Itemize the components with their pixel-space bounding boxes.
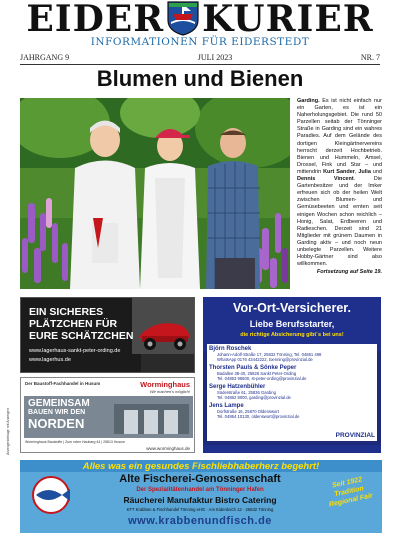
- title-right: KURIER: [202, 0, 374, 40]
- ad-provinzial-agent: [209, 384, 375, 400]
- ad-provinzial-sub2: die richtige Absicherung gibt´s bei uns!: [240, 332, 344, 338]
- ad-worminghaus[interactable]: [20, 377, 195, 453]
- ad-worminghaus-tag: Wir machen's möglich!: [149, 389, 190, 394]
- ad-fischerei-name: Alte Fischerei-Genossenschaft: [119, 473, 281, 485]
- fish-logo-icon: [26, 475, 76, 515]
- agent-address: Badallee 38-40, 25826 Sankt Peter-Ording: [217, 371, 297, 376]
- newspaper-subtitle: INFORMATIONEN FÜR EIDERSTEDT: [90, 36, 310, 48]
- ad-fischerei-badge: Seit 1922 Tradition Regional Fair: [328, 476, 374, 509]
- issue-volume: JAHRGANG 9: [20, 53, 70, 62]
- ad-provinzial-agent: [209, 346, 375, 362]
- article-p1: Es ist nicht einfach nur ein Garten, es ist ein Naherholungsgebiet. Die rund 50 Parzellen seitab der Tönninger Straße in Garding sind ein wahres Paradies. Auf dem Gelände des dortigen Kleingärtnervereins herrscht derzeit Hochbetrieb. Bienen und Hummeln, Amsel, Drossel, Fink und Star – und mittendrin: [297, 98, 382, 175]
- ad-fischerei-services: Räucherei Manufaktur Bistro Catering: [123, 495, 277, 505]
- agent-contact: Tel. 04862 8000, garding@provinzial.de: [217, 395, 291, 400]
- ad-provinzial-agent: [209, 403, 375, 419]
- article-p2: . Die Gartenbesitzer und der Imker erfreuen sich ob der heilen Welt zwischen Blumen- und Gemüsebeeten und ernten seit einigen Wochen schon reichlich – Honig, Salat, Erdbeeren und Radieschen. Derzeit sind 21 Mitglieder mit grünem Daumen in Garding aktiv – und noch neun unbelegte Parzellen. Weitere Hobby-Gärtner sind also willkommen.: [297, 176, 382, 268]
- article-sep: ,: [354, 168, 359, 175]
- side-credit: Anzeigenbeilage mit Anzeigen: [6, 408, 10, 455]
- ad-provinzial-brand: [336, 432, 375, 439]
- ad-worminghaus-line1: GEMEINSAM: [28, 398, 90, 409]
- masthead: [0, 0, 400, 62]
- ad-lagerhaus-url1[interactable]: www.lagerhaus-sankt-peter-ording.de: [29, 348, 121, 354]
- agent-name: Jens Lampe: [209, 403, 244, 409]
- ad-lagerhaus-line3: EURE SCHÄTZCHEN: [29, 330, 134, 342]
- ad-provinzial-agent: [209, 365, 375, 381]
- ad-provinzial-sub1: Liebe Berufsstarter,: [249, 319, 335, 329]
- ad-fischerei-address: KFT Krabben & Fischhandel Tönning eHG · Am Eiderdeich 12 · 25832 Tönning: [126, 507, 274, 512]
- agent-contact: WhatsApp 0176 43442222, toenning@provinzial.de: [217, 357, 313, 362]
- ad-lagerhaus-line2: PLÄTZCHEN FÜR: [29, 318, 118, 330]
- headline: Blumen und Bienen: [96, 66, 304, 91]
- agent-name: Serge Hatzenbühler: [209, 384, 266, 390]
- provinzial-logo-text: PROVINZIAL: [335, 432, 375, 439]
- ad-lagerhaus[interactable]: [20, 297, 195, 373]
- ad-fischerei[interactable]: [20, 460, 382, 533]
- agent-name: Thorsten Pauls & Sönke Peper: [209, 365, 297, 371]
- ad-worminghaus-footer: Worminghaus Baustoffe | Zum roten Haubarg 44 | 25813 Husum: [25, 440, 125, 444]
- garden-photo: [20, 98, 290, 289]
- issue-row: [20, 53, 380, 65]
- article-and: und: [370, 168, 382, 175]
- ad-worminghaus-line2: BAUEN WIR DEN: [28, 409, 86, 416]
- agent-address: Dorfstraße 16, 25870 Oldenswort: [217, 409, 279, 414]
- coat-of-arms-icon: [166, 0, 200, 36]
- article-continued: Fortsetzung auf Seite 19.: [316, 269, 382, 276]
- ad-provinzial-title: Vor-Ort-Versicherer.: [233, 301, 351, 315]
- article-text: [297, 98, 382, 276]
- ad-worminghaus-brand: Worminghaus: [140, 380, 190, 389]
- ad-fischerei-url[interactable]: www.krabbenundfisch.de: [128, 515, 272, 527]
- agent-contact: Tel. 04863 96600, st-peter-ording@provinzial.de: [217, 376, 307, 381]
- agent-name: Björn Roschek: [209, 346, 252, 352]
- issue-number: NR. 7: [360, 53, 380, 62]
- ad-lagerhaus-line1: EIN SICHERES: [29, 306, 104, 318]
- agent-contact: Tel. 04864 10130, oldenswort@provinzial.de: [217, 414, 300, 419]
- article-name3: Dennis Vincent: [297, 176, 354, 183]
- issue-date: JULI 2023: [197, 53, 233, 62]
- agent-address: Johann-Adolf-Straße 17, 25832 Tönning, Tel. 04861 498: [217, 352, 322, 357]
- ad-worminghaus-url[interactable]: www.worminghaus.de: [146, 446, 190, 451]
- ad-fischerei-top: Alles was ein gesundes Fischliebhaberherz begehrt!: [82, 461, 320, 472]
- article-name1: Kurt Sander: [323, 168, 355, 175]
- ad-lagerhaus-url2[interactable]: www.lagerhus.de: [29, 357, 71, 363]
- article-name2: Julia: [358, 168, 371, 175]
- title-left: EIDER: [26, 0, 165, 40]
- article-lead: Garding.: [297, 98, 320, 104]
- ad-provinzial[interactable]: [203, 297, 381, 453]
- ad-fischerei-sub: Der Spezialitätenhandel am Tönninger Hafen: [136, 487, 264, 493]
- ad-worminghaus-line3: NORDEN: [28, 416, 85, 431]
- ad-worminghaus-label: Der Baustoff-Fachhandel in Husum: [25, 381, 101, 386]
- agent-address: Süderstraße 61, 25836 Garding: [217, 390, 276, 395]
- newspaper-title: [0, 0, 400, 40]
